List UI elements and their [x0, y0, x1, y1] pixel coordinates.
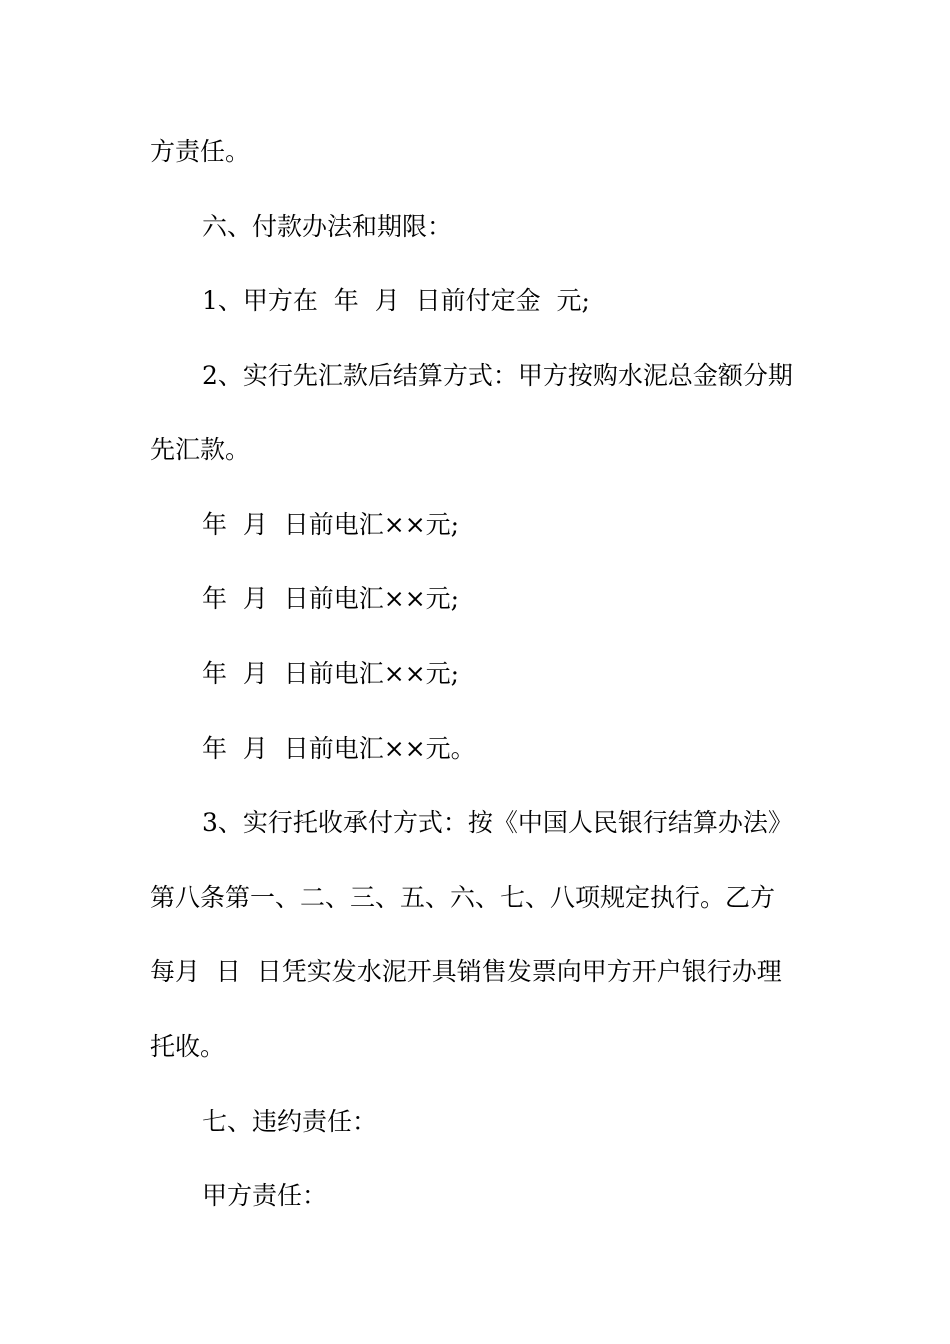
paragraph-line: 1、甲方在 年 月 日前付定金 元;: [202, 286, 590, 315]
section-heading-payment: 六、付款办法和期限：: [202, 212, 453, 241]
paragraph-line: 先汇款。: [150, 435, 251, 464]
payment-schedule-line: 年 月 日前电汇××元;: [202, 659, 460, 688]
paragraph-line: 方责任。: [150, 137, 251, 166]
paragraph-line: 每月 日 日凭实发水泥开具销售发票向甲方开户银行办理: [150, 957, 782, 986]
subheading-party-a-liability: 甲方责任：: [202, 1181, 328, 1210]
payment-schedule-line: 年 月 日前电汇××元;: [202, 510, 460, 539]
payment-schedule-line: 年 月 日前电汇××元。: [202, 734, 476, 763]
paragraph-line: 第八条第一、二、三、五、六、七、八项规定执行。乙方: [150, 883, 776, 912]
paragraph-line: 3、实行托收承付方式：按《中国人民银行结算办法》: [202, 808, 793, 837]
section-heading-liability: 七、违约责任：: [202, 1107, 378, 1136]
payment-schedule-line: 年 月 日前电汇××元;: [202, 584, 460, 613]
paragraph-line: 托收。: [150, 1032, 226, 1061]
paragraph-line: 2、实行先汇款后结算方式：甲方按购水泥总金额分期: [202, 361, 793, 390]
